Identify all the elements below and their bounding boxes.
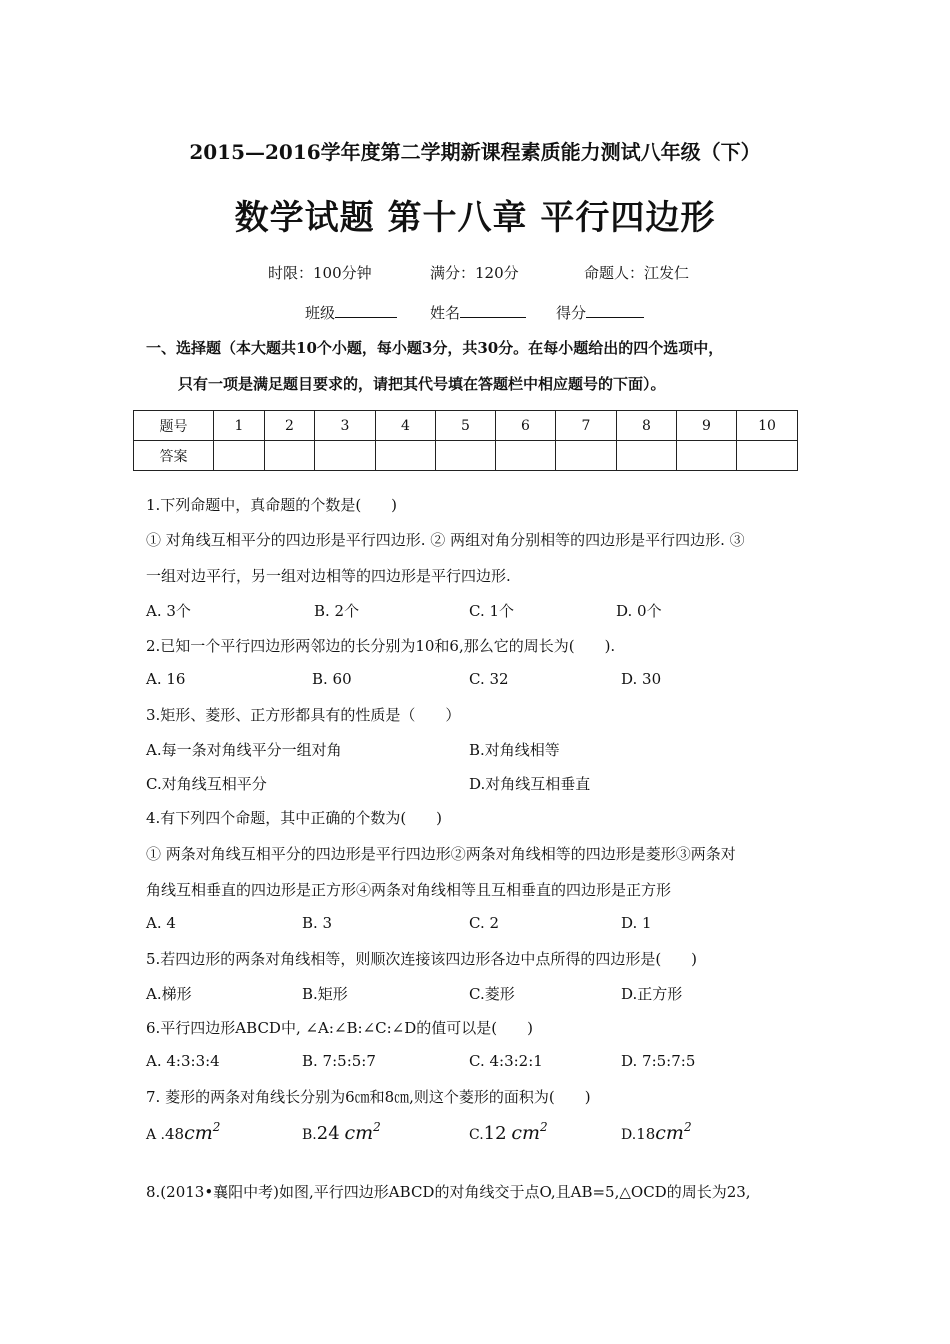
class-label: 班级	[305, 304, 336, 322]
full-score: 满分：120分	[430, 264, 519, 282]
answer-cell[interactable]	[315, 441, 376, 471]
option-a-value: 48	[165, 1125, 185, 1143]
option-a-unit: $cm^2$	[184, 1120, 221, 1144]
question-7-option-c	[469, 1120, 548, 1144]
question-number-cell: 5	[436, 411, 496, 441]
question-2-stem: 2.已知一个平行四边形两邻边的长分别为10和6,那么它的周长为( ).	[146, 637, 616, 655]
question-4-option-d: D. 1	[621, 914, 652, 932]
question-number-cell: 2	[265, 411, 315, 441]
question-4-option-b: B. 3	[302, 914, 333, 932]
class-blank[interactable]	[335, 303, 397, 318]
score-field[interactable]	[556, 302, 644, 323]
question-5-option-c: C.菱形	[469, 985, 515, 1003]
option-c-value: 12	[483, 1123, 507, 1144]
option-d-unit: $cm^2$	[655, 1120, 692, 1144]
question-3-option-c: C.对角线互相平分	[146, 775, 267, 793]
question-3-option-d: D.对角线互相垂直	[469, 775, 591, 793]
question-4-option-c: C. 2	[469, 914, 500, 932]
option-b-unit: $cm^2$	[344, 1120, 381, 1144]
question-number-label: 题号	[134, 411, 214, 441]
answer-table-answer-row	[134, 441, 798, 471]
question-5-option-b: B.矩形	[302, 985, 348, 1003]
question-6-option-b: B. 7:5:5:7	[302, 1052, 376, 1070]
question-7-option-d	[621, 1120, 692, 1144]
answer-label: 答案	[134, 441, 214, 471]
answer-cell[interactable]	[677, 441, 737, 471]
question-3-option-a: A.每一条对角线平分一组对角	[146, 741, 342, 759]
question-7-option-b	[302, 1120, 381, 1144]
question-2-option-b: B. 60	[312, 670, 352, 688]
question-number-cell: 8	[617, 411, 677, 441]
option-c-prefix: C.	[469, 1127, 484, 1143]
answer-cell[interactable]	[265, 441, 315, 471]
answer-cell[interactable]	[737, 441, 798, 471]
question-2-option-c: C. 32	[469, 670, 509, 688]
answer-cell[interactable]	[436, 441, 496, 471]
question-number-cell: 7	[556, 411, 617, 441]
question-1-line2: ① 对角线互相平分的四边形是平行四边形. ② 两组对角分别相等的四边形是平行四边形. ③	[146, 531, 745, 549]
option-a-prefix: A .	[146, 1127, 166, 1143]
question-4-line3: 角线互相垂直的四边形是正方形④两条对角线相等且互相垂直的四边形是正方形	[146, 881, 672, 899]
question-1-option-a: A. 3个	[146, 602, 191, 620]
question-3-stem: 3.矩形、菱形、正方形都具有的性质是（ ）	[146, 706, 461, 724]
author: 命题人：江发仁	[584, 264, 690, 282]
answer-table-header-row	[134, 411, 798, 441]
score-blank[interactable]	[586, 303, 644, 318]
name-blank[interactable]	[460, 303, 526, 318]
question-number-cell: 3	[315, 411, 376, 441]
answer-cell[interactable]	[617, 441, 677, 471]
question-1-option-c: C. 1个	[469, 602, 515, 620]
option-c-unit: $cm^2$	[511, 1120, 548, 1144]
option-d-prefix: D.	[621, 1127, 637, 1143]
question-number-cell: 10	[737, 411, 798, 441]
option-b-prefix: B.	[302, 1127, 317, 1143]
time-limit: 时限：100分钟	[268, 264, 372, 282]
question-number-cell: 1	[214, 411, 265, 441]
answer-cell[interactable]	[496, 441, 556, 471]
answer-cell[interactable]	[214, 441, 265, 471]
question-2-option-a: A. 16	[146, 670, 186, 688]
option-d-value: 18	[636, 1125, 656, 1143]
question-7-stem: 7. 菱形的两条对角线长分别为6㎝和8㎝,则这个菱形的面积为( )	[146, 1088, 591, 1106]
section-heading-line1: 一、选择题（本大题共10个小题，每小题3分，共30分。在每小题给出的四个选项中，	[146, 339, 724, 357]
option-b-value: 24	[316, 1123, 340, 1144]
question-4-option-a: A. 4	[146, 914, 176, 932]
question-6-option-c: C. 4:3:2:1	[469, 1052, 543, 1070]
question-1-option-d: D. 0个	[616, 602, 662, 620]
question-4-line2: ① 两条对角线互相平分的四边形是平行四边形②两条对角线相等的四边形是菱形③两条对	[146, 845, 736, 863]
question-6-option-d: D. 7:5:7:5	[621, 1052, 696, 1070]
question-1-stem: 1.下列命题中，真命题的个数是( )	[146, 496, 398, 514]
name-label: 姓名	[430, 304, 461, 322]
question-1-option-b: B. 2个	[314, 602, 360, 620]
question-number-cell: 6	[496, 411, 556, 441]
question-3-option-b: B.对角线相等	[469, 741, 560, 759]
name-field[interactable]	[430, 302, 526, 323]
question-5-option-a: A.梯形	[146, 985, 192, 1003]
question-number-cell: 9	[677, 411, 737, 441]
question-6-option-a: A. 4:3:3:4	[146, 1052, 220, 1070]
score-label: 得分	[556, 304, 587, 322]
answer-cell[interactable]	[556, 441, 617, 471]
exam-subtitle: 2015—2016学年度第二学期新课程素质能力测试八年级（下）	[189, 140, 761, 164]
question-2-option-d: D. 30	[621, 670, 662, 688]
answer-table	[133, 410, 798, 471]
question-4-stem: 4.有下列四个命题，其中正确的个数为( )	[146, 809, 443, 827]
question-1-line3: 一组对边平行，另一组对边相等的四边形是平行四边形.	[146, 567, 511, 585]
question-8-stem: 8.(2013•襄阳中考)如图,平行四边形ABCD的对角线交于点O,且AB=5,△OCD的周长为23,	[146, 1183, 751, 1201]
section-heading-line2: 只有一项是满足题目要求的，请把其代号填在答题栏中相应题号的下面）。	[178, 375, 666, 393]
question-5-stem: 5.若四边形的两条对角线相等，则顺次连接该四边形各边中点所得的四边形是( )	[146, 950, 698, 968]
question-number-cell: 4	[376, 411, 436, 441]
class-field[interactable]	[305, 302, 397, 323]
answer-cell[interactable]	[376, 441, 436, 471]
question-5-option-d: D.正方形	[621, 985, 683, 1003]
question-6-stem: 6.平行四边形ABCD中, ∠A:∠B:∠C:∠D的值可以是( )	[146, 1019, 533, 1037]
exam-title: 数学试题 第十八章 平行四边形	[234, 198, 716, 238]
question-7-option-a	[146, 1120, 220, 1144]
